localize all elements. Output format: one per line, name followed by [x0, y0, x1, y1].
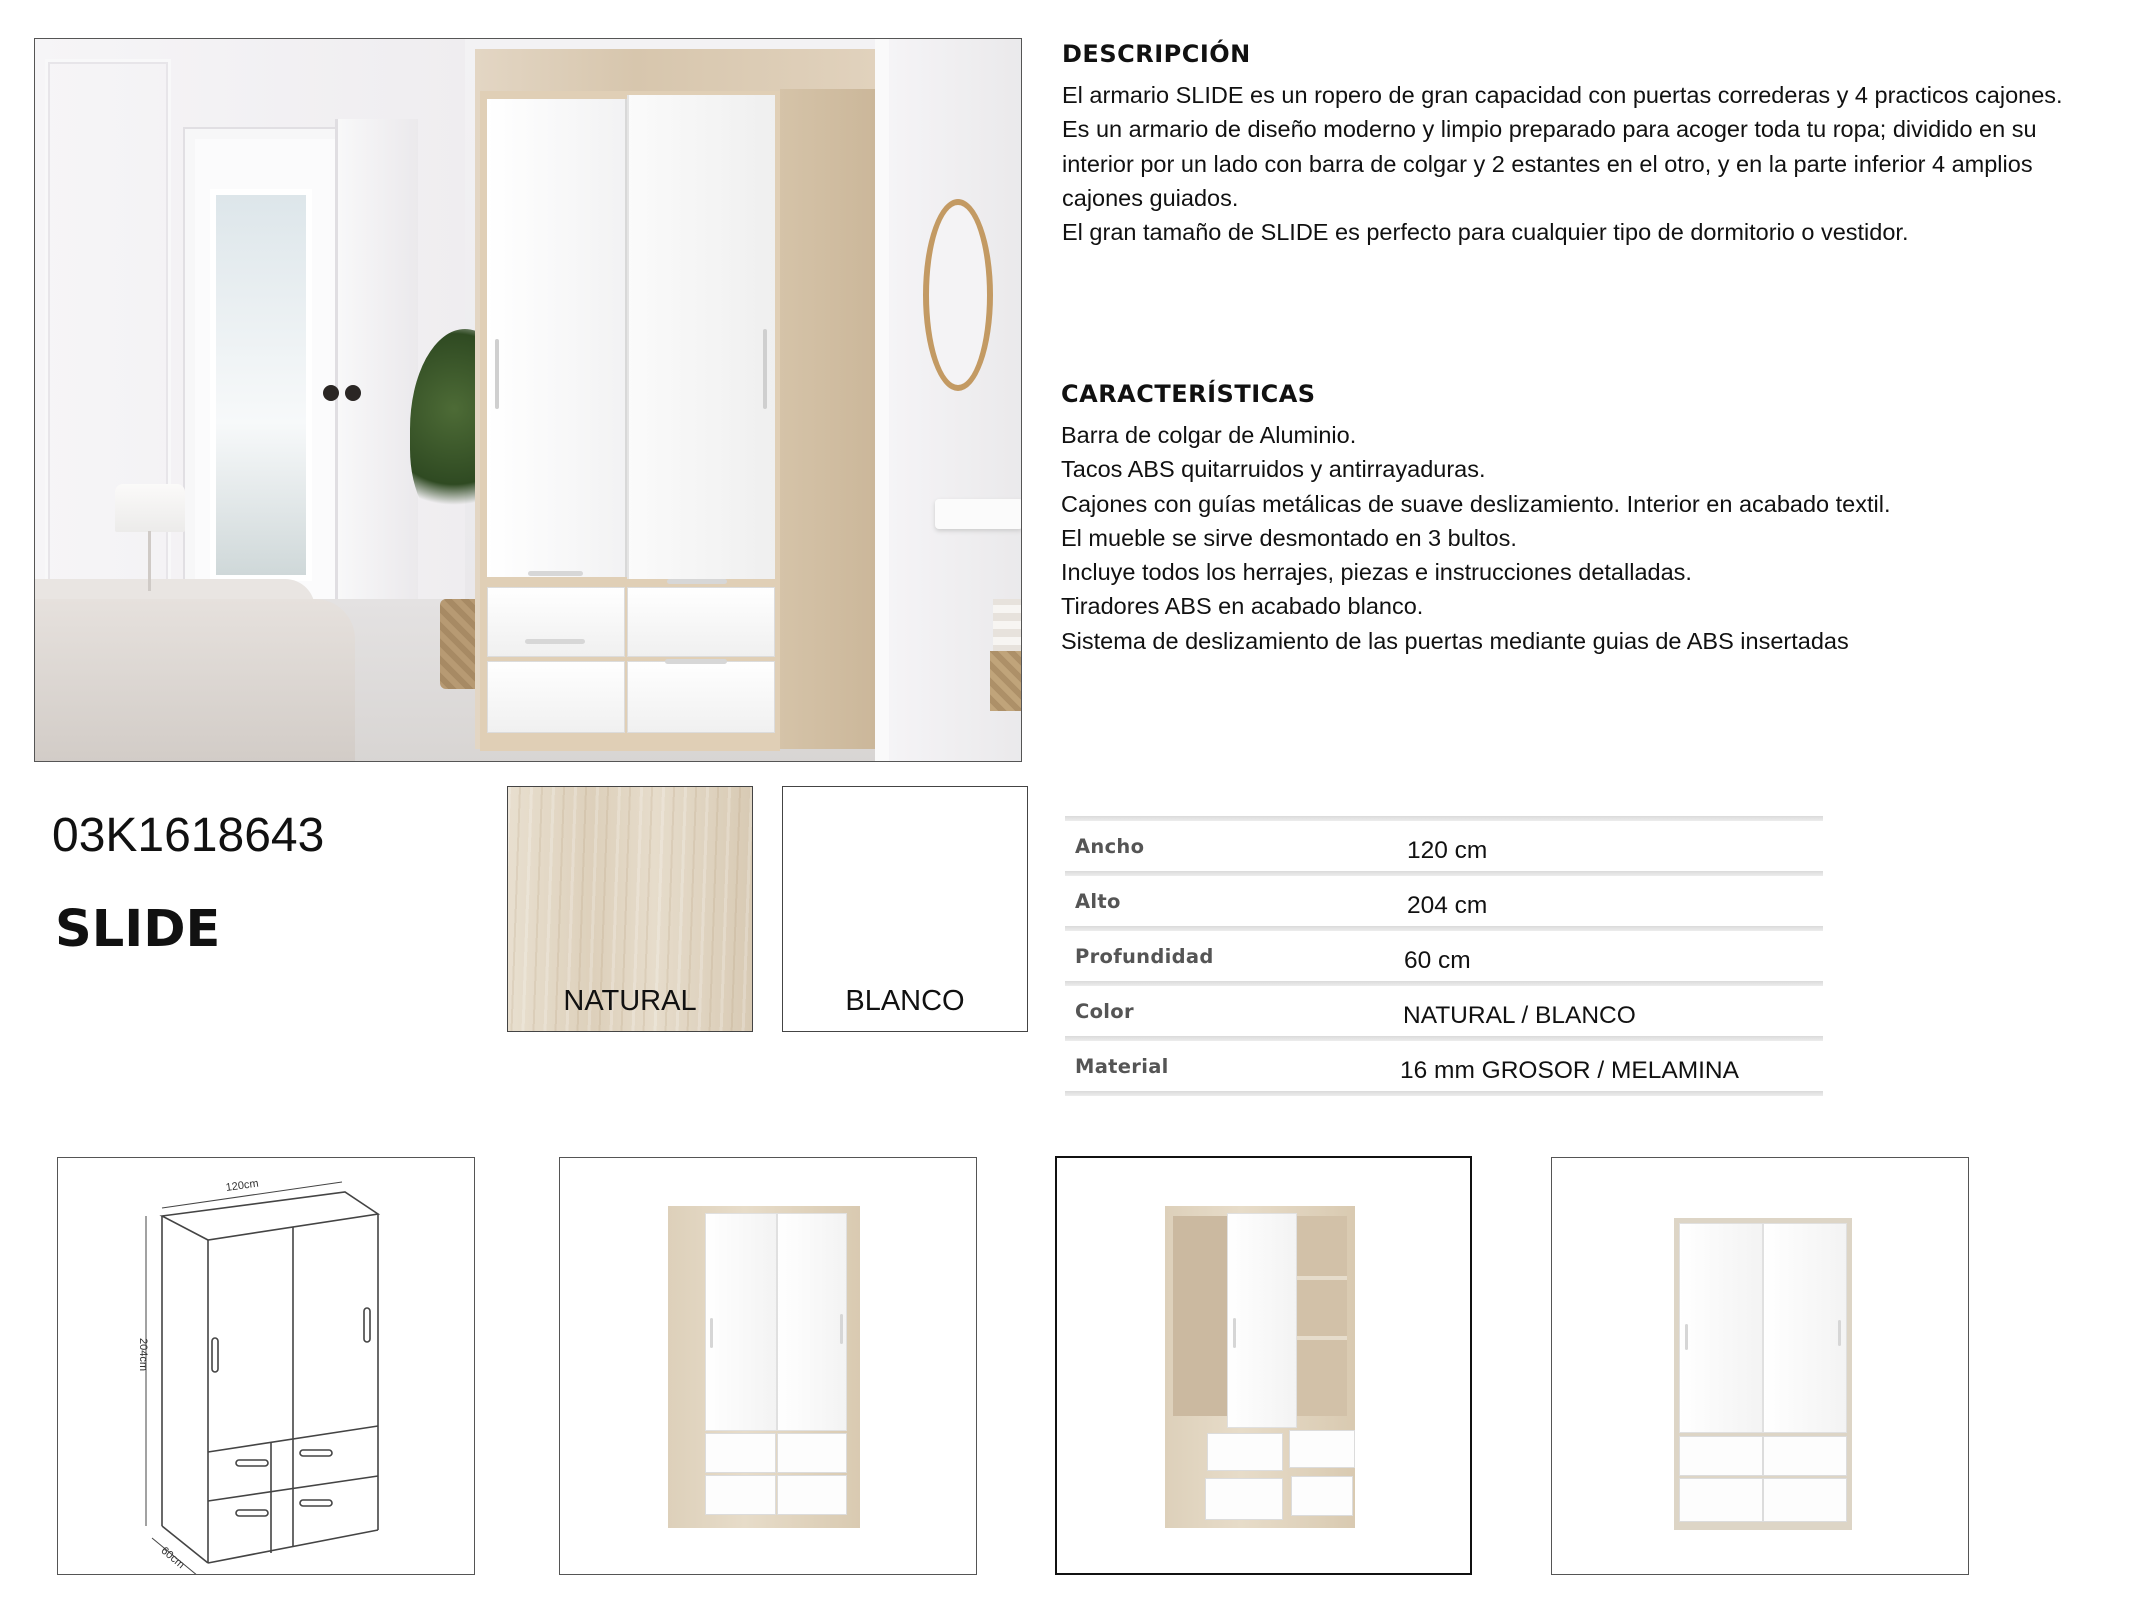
spec-value: 120 cm: [1407, 837, 1488, 864]
wardrobe-door: [1227, 1213, 1297, 1428]
round-mirror: [923, 199, 993, 391]
wardrobe-drawer: [627, 661, 775, 733]
spec-key: Ancho: [1075, 835, 1145, 858]
wardrobe-drawer: [705, 1475, 776, 1515]
open-drawer: [1289, 1430, 1355, 1468]
feature-item: Sistema de deslizamiento de las puertas mediante guias de ABS insertadas: [1061, 627, 1849, 654]
wardrobe-drawer: [705, 1433, 776, 1473]
wardrobe-drawer: [487, 587, 625, 657]
lamp: [115, 484, 185, 532]
wardrobe-side: [780, 89, 875, 749]
window: [210, 189, 312, 581]
dimension-diagram-thumbnail: [57, 1157, 475, 1575]
white-front-thumbnail: [1551, 1157, 1969, 1575]
wardrobe-drawer: [1679, 1478, 1763, 1522]
description-line: Es un armario de diseño moderno y limpio preparado para acoger toda tu ropa; dividido en su: [1062, 116, 2037, 143]
width-label: 120cm: [224, 1177, 260, 1195]
open-drawer: [1291, 1476, 1353, 1516]
door-handle: [1233, 1318, 1236, 1348]
wardrobe-door-right: [777, 1213, 847, 1431]
sink: [935, 499, 1022, 529]
door-handle: [495, 339, 499, 409]
wardrobe-drawer: [1763, 1478, 1847, 1522]
door-handle: [1685, 1324, 1688, 1350]
spec-key: Material: [1075, 1055, 1169, 1078]
spec-value: NATURAL / BLANCO: [1403, 1002, 1636, 1029]
description-text: [1062, 78, 2063, 249]
wardrobe-door-right: [1763, 1223, 1847, 1433]
table-row: [1065, 876, 1823, 926]
wardrobe-door-right: [627, 95, 775, 579]
color-swatch-natural: [507, 786, 753, 1032]
interior-view-thumbnail: [1055, 1156, 1472, 1575]
description-line: interior por un lado con barra de colgar y 2 estantes en el otro, y en la parte inferior 4 amplios: [1062, 150, 2033, 177]
feature-item: Tacos ABS quitarruidos y antirrayaduras.: [1061, 456, 1486, 483]
description-line: cajones guiados.: [1062, 184, 1239, 211]
drawer-handle: [528, 571, 583, 576]
table-divider: [1065, 1091, 1823, 1096]
wardrobe-drawer: [777, 1433, 847, 1473]
table-row: [1065, 931, 1823, 981]
wardrobe-drawer: [1679, 1436, 1763, 1476]
spec-key: Alto: [1075, 890, 1121, 913]
description-line: El armario SLIDE es un ropero de gran capacidad con puertas correderas y 4 practicos cajones.: [1062, 82, 2063, 108]
height-label: 204cm: [137, 1338, 149, 1372]
spec-key: Profundidad: [1075, 945, 1214, 968]
wardrobe-drawer: [627, 587, 775, 657]
door-handle: [763, 329, 767, 409]
lamp-stand: [148, 531, 151, 591]
door-handle: [710, 1318, 713, 1348]
depth-label: 60cm: [158, 1544, 187, 1572]
wardrobe-door-left: [1679, 1223, 1763, 1433]
drawer-handle: [525, 639, 585, 644]
drawer-handle: [665, 659, 727, 664]
door-handle: [840, 1314, 843, 1344]
bed: [35, 599, 355, 762]
spec-value: 204 cm: [1407, 892, 1488, 919]
wardrobe-line-drawing: [58, 1158, 475, 1575]
description-line: El gran tamaño de SLIDE es perfecto para cualquier tipo de dormitorio o vestidor.: [1062, 219, 1909, 246]
product-name: SLIDE: [55, 900, 221, 959]
wardrobe-door-left: [487, 99, 627, 577]
front-view-thumbnail: [559, 1157, 977, 1575]
table-row: [1065, 821, 1823, 871]
shelf: [1297, 1336, 1347, 1340]
wardrobe-drawer: [1763, 1436, 1847, 1476]
hanging-compartment: [1173, 1216, 1228, 1416]
swatch-label: BLANCO: [845, 985, 965, 1017]
spec-table: [1065, 816, 1823, 1096]
door-knob: [323, 385, 339, 401]
spec-value: 16 mm GROSOR / MELAMINA: [1400, 1057, 1739, 1084]
description-heading: DESCRIPCIÓN: [1062, 40, 1251, 68]
features-list: [1061, 418, 1891, 658]
door-knob: [345, 385, 361, 401]
shelf-compartment: [1297, 1216, 1347, 1416]
features-heading: CARACTERÍSTICAS: [1061, 380, 1316, 408]
door-handle: [1838, 1320, 1841, 1346]
wardrobe-drawer: [777, 1475, 847, 1515]
bathroom-basket: [990, 651, 1022, 711]
open-drawer: [1207, 1433, 1283, 1471]
feature-item: Tiradores ABS en acabado blanco.: [1061, 593, 1424, 620]
drawer-handle: [667, 579, 727, 584]
feature-item: Cajones con guías metálicas de suave deslizamiento. Interior en acabado textil.: [1061, 490, 1891, 517]
feature-item: Barra de colgar de Aluminio.: [1061, 422, 1357, 448]
feature-item: Incluye todos los herrajes, piezas e instrucciones detalladas.: [1061, 559, 1692, 586]
product-code: 03K1618643: [52, 809, 325, 862]
wardrobe-drawer: [487, 661, 625, 733]
spec-value: 60 cm: [1404, 947, 1471, 974]
table-row: [1065, 986, 1823, 1036]
shelf: [1297, 1276, 1347, 1280]
color-swatch-blanco: [782, 786, 1028, 1032]
swatch-label: NATURAL: [563, 985, 697, 1017]
wardrobe-door-left: [705, 1213, 777, 1431]
spec-key: Color: [1075, 1000, 1134, 1023]
feature-item: El mueble se sirve desmontado en 3 bultos.: [1061, 524, 1517, 551]
hero-room-photo: [34, 38, 1022, 762]
open-drawer: [1205, 1478, 1283, 1520]
table-row: [1065, 1041, 1823, 1091]
